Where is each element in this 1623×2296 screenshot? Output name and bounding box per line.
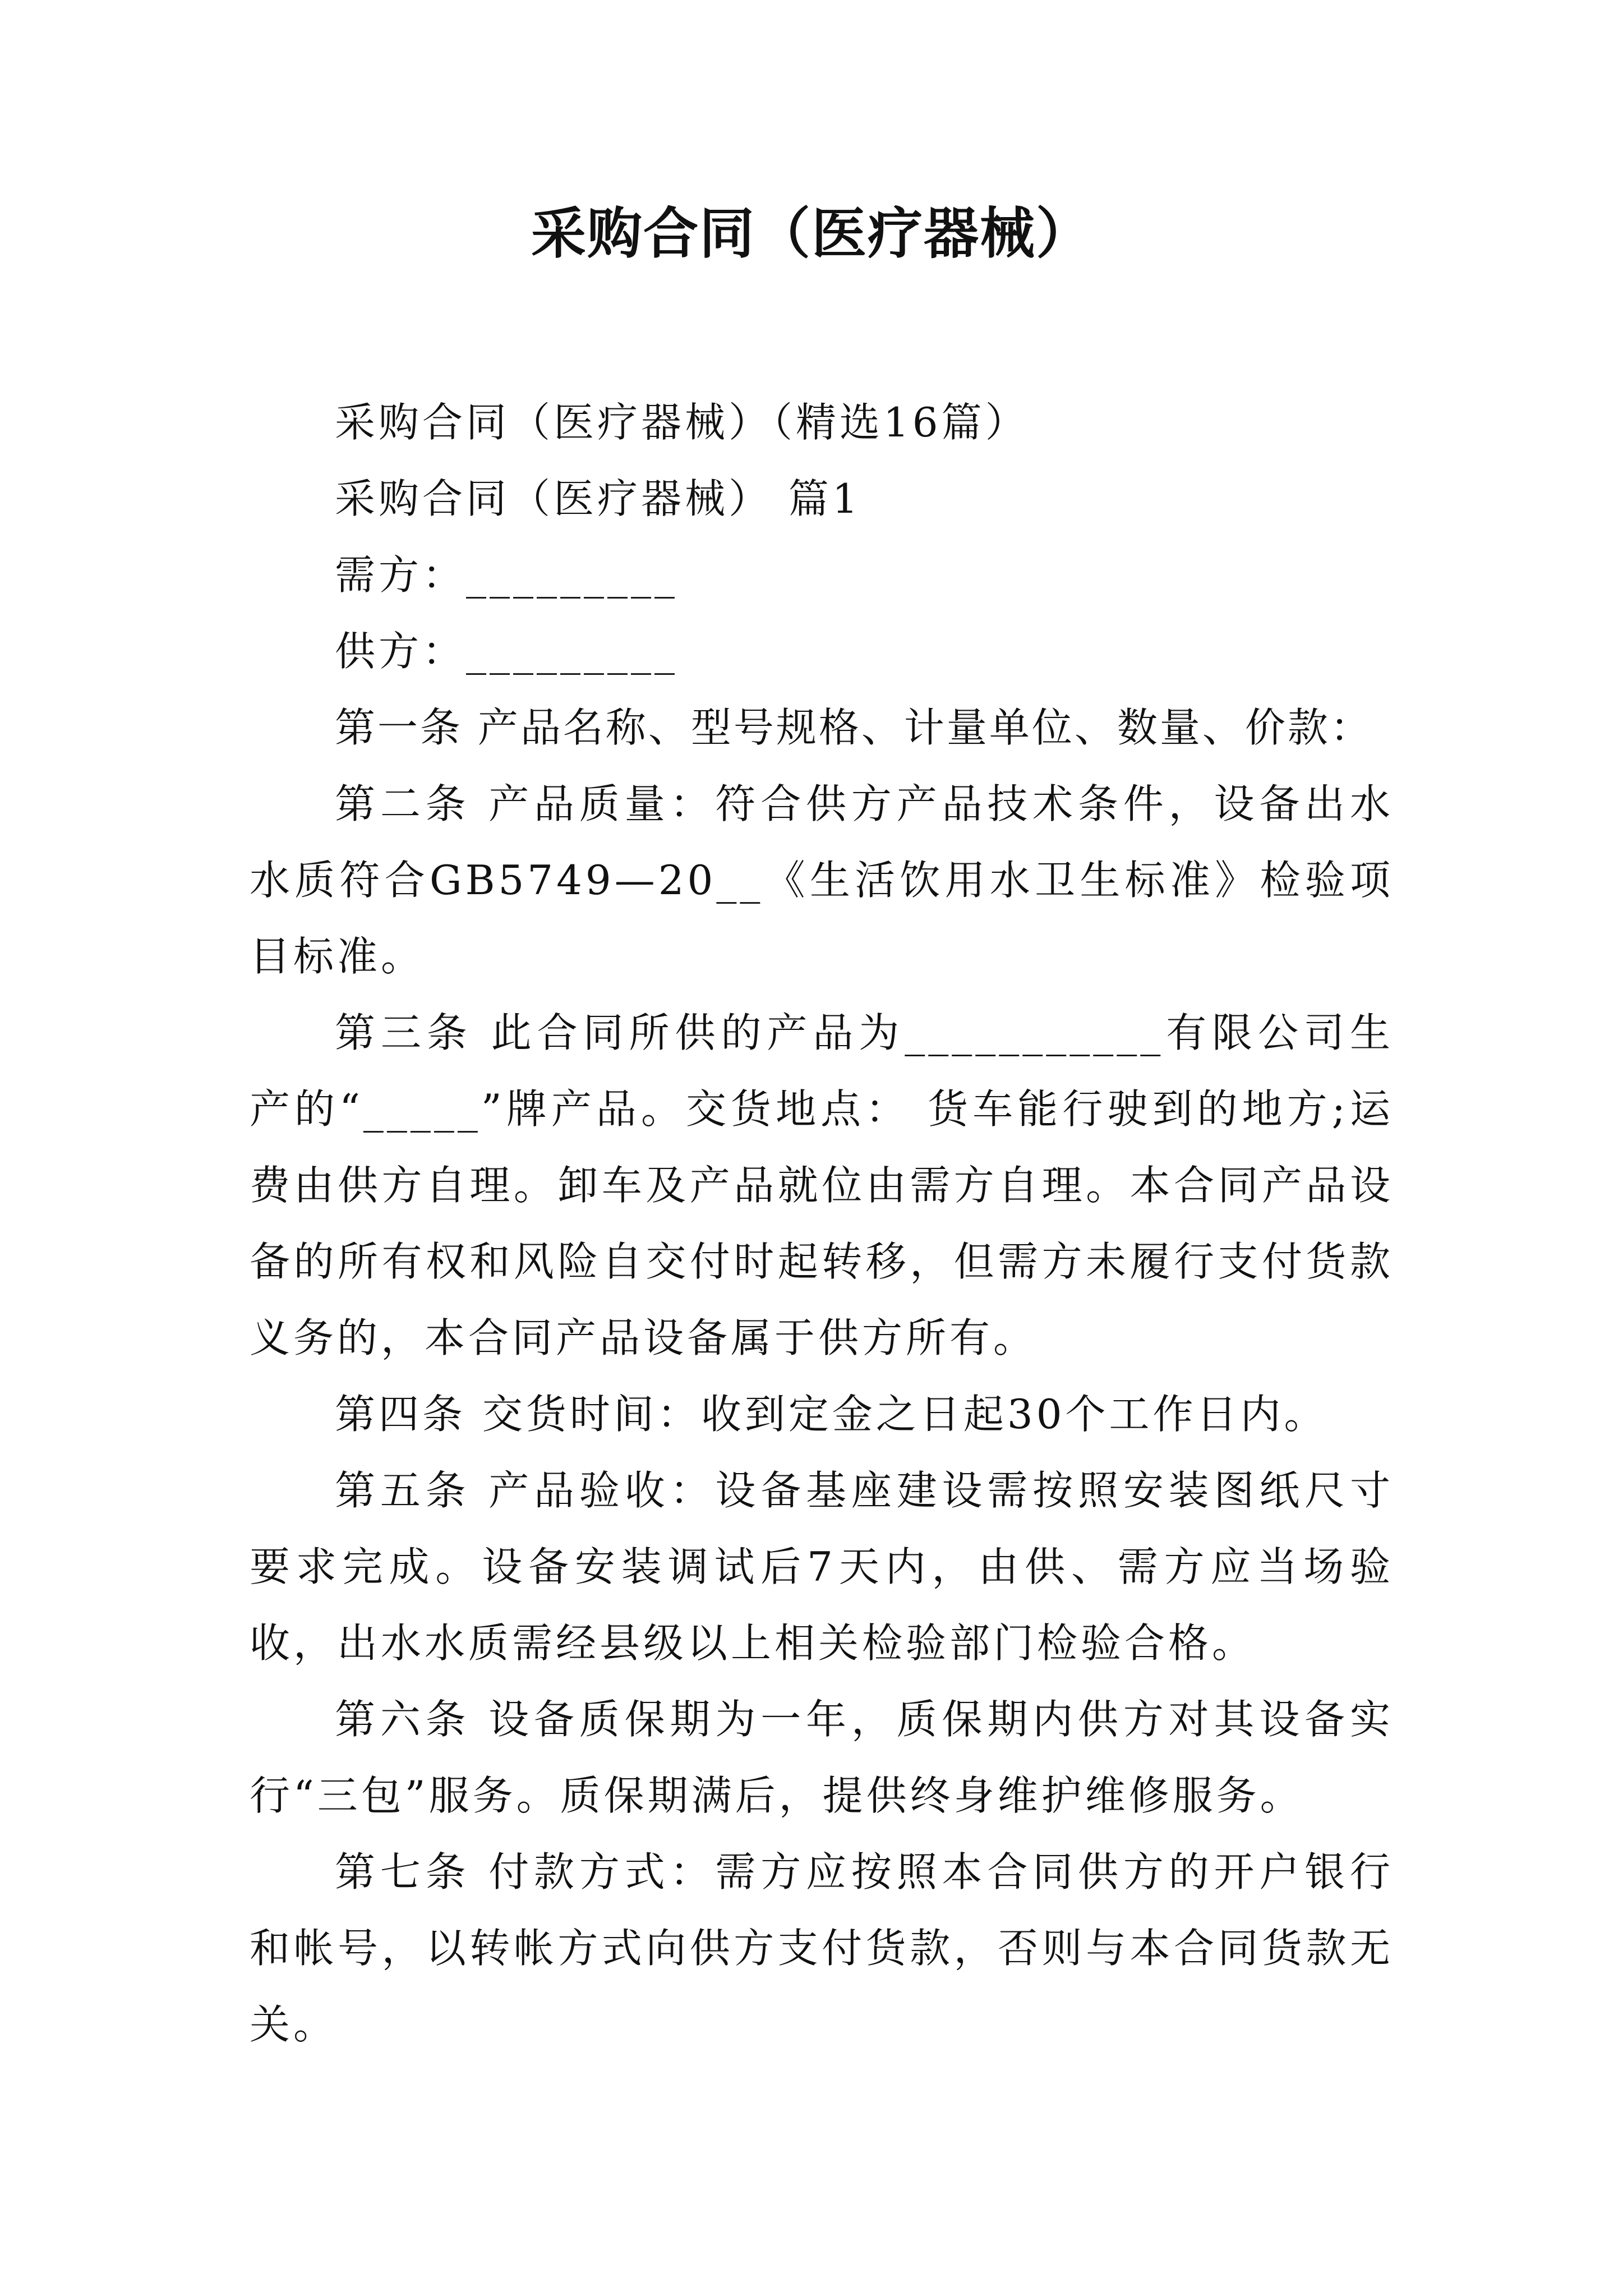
paragraph-article-6: 第六条 设备质保期为一年，质保期内供方对其设备实行“三包”服务。质保期满后，提供终身维护维修服务。: [250, 1696, 1394, 1819]
paragraph-article-4: 第四条 交货时间：收到定金之日起30个工作日内。: [335, 1391, 1328, 1438]
paragraph-buyer: 需方：_________: [335, 551, 679, 599]
paragraph-article-3: 第三条 此合同所供的产品为___________有限公司生产的“_____”牌产品。交货地点： 货车能行驶到的地方;运费由供方自理。卸车及产品就位由需方自理。本合同产品设备的所有权和风险自交付时起转移，但需方未履行支付货款义务的，本合同产品设备属于供方所有。: [250, 1009, 1394, 1361]
document-body: [250, 384, 1394, 2063]
paragraph-section-heading: 采购合同（医疗器械） 篇1: [335, 475, 861, 522]
paragraph-supplier: 供方：_________: [335, 628, 679, 675]
paragraph-subtitle: 采购合同（医疗器械）（精选16篇）: [335, 399, 1029, 446]
paragraph-article-7: 第七条 付款方式：需方应按照本合同供方的开户银行和帐号，以转帐方式向供方支付货款，否则与本合同货款无关。: [250, 1848, 1394, 2048]
paragraph-article-2: 第二条 产品质量：符合供方产品技术条件，设备出水水质符合GB5749—20__《生活饮用水卫生标准》检验项目标准。: [250, 780, 1394, 980]
paragraph-article-1: 第一条 产品名称、型号规格、计量单位、数量、价款：: [335, 704, 1373, 751]
document-title: 采购合同（医疗器械）: [531, 201, 1092, 266]
paragraph-article-5: 第五条 产品验收：设备基座建设需按照安装图纸尺寸要求完成。设备安装调试后7天内，由供、需方应当场验收，出水水质需经县级以上相关检验部门检验合格。: [250, 1467, 1394, 1667]
